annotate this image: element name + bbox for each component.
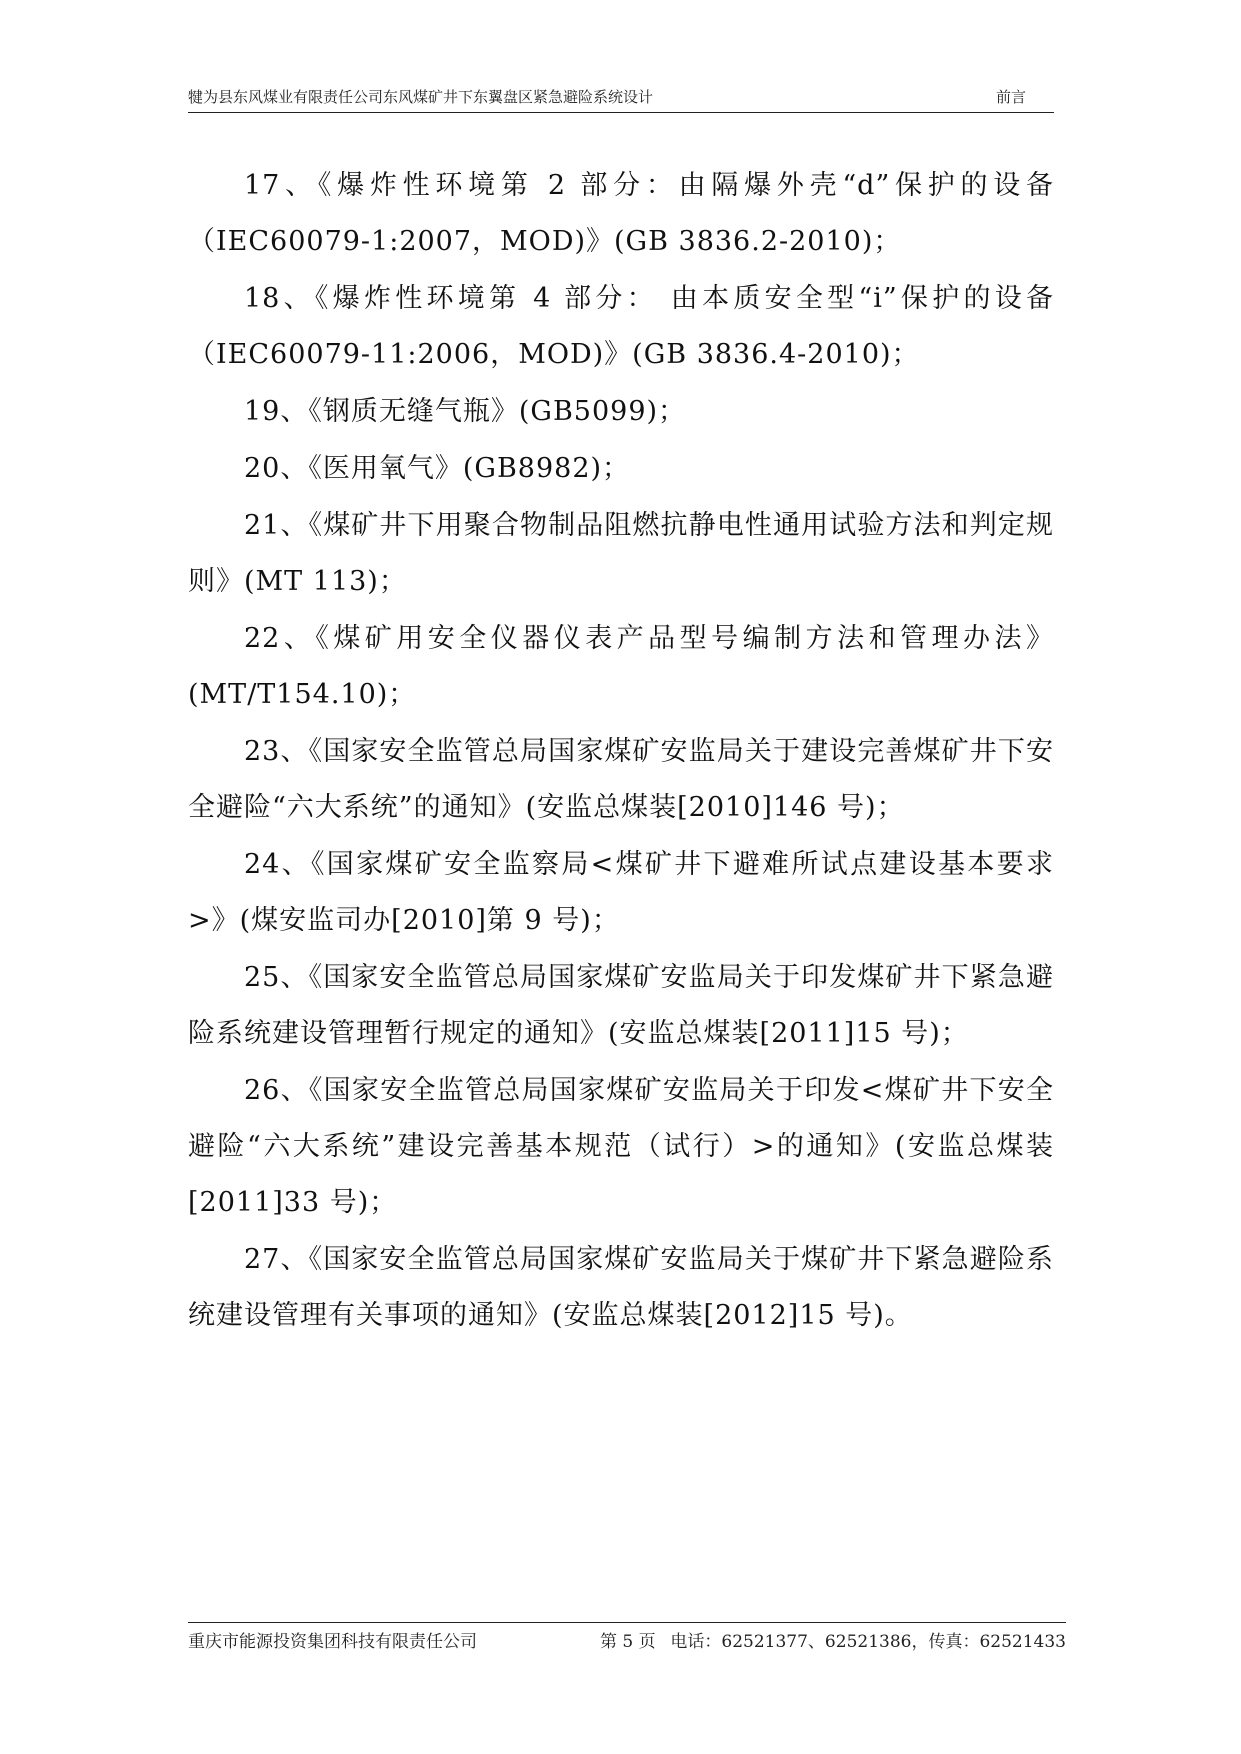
document-body: [188, 158, 1054, 1345]
footer-company: 重庆市能源投资集团科技有限责任公司: [188, 1632, 477, 1652]
page-header: [188, 86, 1054, 113]
reference-item-26: 26、《国家安全监管总局国家煤矿安监局关于印发<煤矿井下安全避险“六大系统”建设完善基本规范（试行）>的通知》(安监总煤装[2011]33 号)；: [188, 1075, 1054, 1218]
reference-item-19: 19、《钢质无缝气瓶》(GB5099)；: [244, 396, 687, 427]
reference-item-27: 27、《国家安全监管总局国家煤矿安监局关于煤矿井下紧急避险系统建设管理有关事项的通知》(安监总煤装[2012]15 号)。: [188, 1244, 1054, 1331]
footer-contact: 电话：62521377、62521386，传真：62521433: [670, 1632, 1066, 1652]
page-number: 第 5 页: [600, 1632, 656, 1652]
reference-item-21: 21、《煤矿井下用聚合物制品阻燃抗静电性通用试验方法和判定规则》(MT 113)；: [188, 510, 1054, 597]
reference-item-23: 23、《国家安全监管总局国家煤矿安监局关于建设完善煤矿井下安全避险“六大系统”的通知》(安监总煤装[2010]146 号)；: [188, 736, 1054, 823]
header-section: 前言: [995, 88, 1026, 106]
reference-item-22: 22、《煤矿用安全仪器仪表产品型号编制方法和管理办法》(MT/T154.10)；: [188, 623, 1054, 710]
reference-item-17: 17、《爆炸性环境第 2 部分：由隔爆外壳“d”保护的设备（IEC60079-1:2007，MOD)》(GB 3836.2-2010)；: [188, 170, 1054, 257]
page-footer: [188, 1622, 1066, 1663]
reference-item-20: 20、《医用氧气》(GB8982)；: [244, 453, 631, 484]
reference-item-24: 24、《国家煤矿安全监察局<煤矿井下避难所试点建设基本要求>》(煤安监司办[2010]第 9 号)；: [188, 849, 1054, 936]
header-title: 犍为县东风煤业有限责任公司东风煤矿井下东翼盘区紧急避险系统设计: [188, 88, 654, 106]
reference-item-25: 25、《国家安全监管总局国家煤矿安监局关于印发煤矿井下紧急避险系统建设管理暂行规定的通知》(安监总煤装[2011]15 号)；: [188, 962, 1054, 1049]
reference-item-18: 18、《爆炸性环境第 4 部分： 由本质安全型“i”保护的设备（IEC60079-11:2006，MOD)》(GB 3836.4-2010)；: [188, 283, 1054, 370]
